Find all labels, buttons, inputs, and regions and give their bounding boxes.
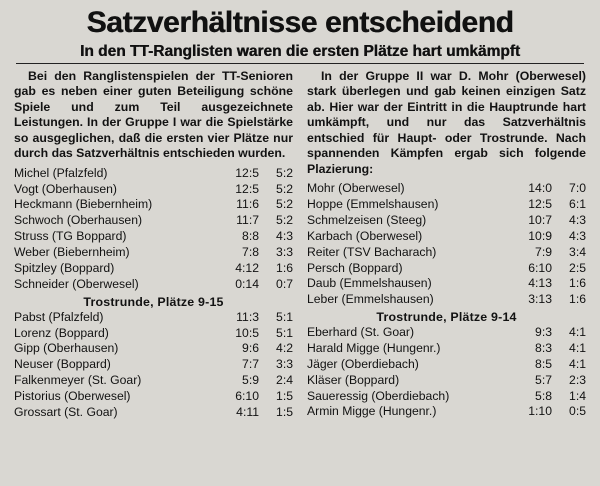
player-name: Daub (Emmelshausen) <box>307 276 432 291</box>
player-name: Jäger (Oberdiebach) <box>307 356 419 371</box>
match-score: 1:5 <box>276 404 293 419</box>
set-score: 4:13 <box>528 276 552 291</box>
lead-paragraph-right: In der Gruppe II war D. Mohr (Oberwesel) stark überlegen und gab keinen einzigen Satz ab. Hier war der Eintritt in die Hauptrunde hart umkämpft, und nur das Satzverhältnis entschied für Haupt- oder Trostrunde. Nach spannenden Kämpfen ergab sich folgende Plazierung: <box>307 68 586 176</box>
result-row <box>307 404 586 420</box>
article-columns <box>10 69 590 421</box>
player-name: Pabst (Pfalzfeld) <box>14 309 104 324</box>
result-row <box>307 373 586 389</box>
player-name: Gipp (Oberhausen) <box>14 341 119 356</box>
set-score: 3:13 <box>528 292 552 307</box>
match-score: 4:3 <box>569 228 586 243</box>
result-row <box>307 389 586 405</box>
player-name: Saueressig (Oberdiebach) <box>307 388 450 403</box>
match-score: 4:1 <box>569 356 586 371</box>
result-row <box>14 373 293 389</box>
set-score: 4:12 <box>235 260 259 275</box>
result-row <box>307 197 586 213</box>
match-score: 1:5 <box>276 388 293 403</box>
set-score: 12:5 <box>235 181 259 196</box>
player-name: Grossart (St. Goar) <box>14 404 118 419</box>
player-name: Eberhard (St. Goar) <box>307 325 415 340</box>
result-row <box>14 389 293 405</box>
player-name: Armin Migge (Hungenr.) <box>307 404 437 419</box>
set-score: 1:10 <box>528 404 552 419</box>
result-row <box>14 310 293 326</box>
column-left <box>14 69 293 421</box>
result-row <box>14 166 293 182</box>
set-score: 11:6 <box>236 197 259 212</box>
player-name: Pistorius (Oberwesel) <box>14 388 131 403</box>
match-score: 3:4 <box>569 244 586 259</box>
set-score: 6:10 <box>528 260 552 275</box>
player-name: Kläser (Boppard) <box>307 372 400 387</box>
section-title-trostrunde-left: Trostrunde, Plätze 9-15 <box>83 294 224 309</box>
column-right <box>307 69 586 421</box>
set-score: 9:6 <box>242 341 259 356</box>
match-score: 3:3 <box>276 245 293 260</box>
match-score: 4:1 <box>569 325 586 340</box>
result-row <box>307 325 586 341</box>
player-name: Schmelzeisen (Steeg) <box>307 212 427 227</box>
results-group-1-right <box>307 181 586 308</box>
match-score: 1:4 <box>569 388 586 403</box>
set-score: 10:9 <box>528 228 552 243</box>
set-score: 8:5 <box>535 356 552 371</box>
player-name: Heckmann (Biebernheim) <box>14 197 153 212</box>
set-score: 10:5 <box>235 325 259 340</box>
match-score: 1:6 <box>569 276 586 291</box>
match-score: 1:6 <box>276 260 293 275</box>
set-score: 5:7 <box>535 372 552 387</box>
result-row <box>307 276 586 292</box>
result-row <box>14 405 293 421</box>
set-score: 12:5 <box>528 197 552 212</box>
player-name: Spitzley (Boppard) <box>14 260 115 275</box>
result-row <box>307 341 586 357</box>
result-row <box>14 341 293 357</box>
set-score: 11:3 <box>236 309 259 324</box>
set-score: 10:7 <box>528 212 552 227</box>
player-name: Leber (Emmelshausen) <box>307 292 434 307</box>
result-row <box>307 245 586 261</box>
set-score: 8:3 <box>535 340 552 355</box>
match-score: 2:3 <box>569 372 586 387</box>
match-score: 2:5 <box>569 260 586 275</box>
set-score: 8:8 <box>242 229 259 244</box>
result-row <box>14 182 293 198</box>
set-score: 5:8 <box>535 388 552 403</box>
results-group-1-left <box>14 166 293 293</box>
match-score: 0:7 <box>276 276 293 291</box>
player-name: Schwoch (Oberhausen) <box>14 213 143 228</box>
match-score: 1:6 <box>569 292 586 307</box>
match-score: 0:5 <box>569 404 586 419</box>
player-name: Falkenmeyer (St. Goar) <box>14 373 142 388</box>
match-score: 4:2 <box>276 341 293 356</box>
set-score: 5:9 <box>242 373 259 388</box>
player-name: Harald Migge (Hungenr.) <box>307 340 441 355</box>
result-row <box>307 292 586 308</box>
set-score: 7:7 <box>242 357 259 372</box>
set-score: 6:10 <box>235 388 259 403</box>
player-name: Weber (Biebernheim) <box>14 245 130 260</box>
player-name: Schneider (Oberwesel) <box>14 276 139 291</box>
match-score: 5:2 <box>276 213 293 228</box>
match-score: 3:3 <box>276 357 293 372</box>
match-score: 5:2 <box>276 165 293 180</box>
result-row <box>14 326 293 342</box>
player-name: Michel (Pfalzfeld) <box>14 165 108 180</box>
results-group-2-right <box>307 325 586 420</box>
set-score: 7:8 <box>242 245 259 260</box>
page-subtitle: In den TT-Ranglisten waren die ersten Plätze hart umkämpft <box>79 42 521 60</box>
player-name: Persch (Boppard) <box>307 260 403 275</box>
match-score: 6:1 <box>569 197 586 212</box>
result-row <box>14 197 293 213</box>
match-score: 4:3 <box>276 229 293 244</box>
match-score: 5:1 <box>276 309 293 324</box>
result-row <box>14 357 293 373</box>
player-name: Reiter (TSV Bacharach) <box>307 244 437 259</box>
result-row <box>307 357 586 373</box>
result-row <box>14 229 293 245</box>
match-score: 5:2 <box>276 181 293 196</box>
match-score: 2:4 <box>276 373 293 388</box>
set-score: 7:9 <box>535 244 552 259</box>
player-name: Struss (TG Boppard) <box>14 229 127 244</box>
set-score: 11:7 <box>236 213 259 228</box>
divider <box>16 63 584 64</box>
results-group-2-left <box>14 310 293 421</box>
section-title-trostrunde-right: Trostrunde, Plätze 9-14 <box>376 310 517 325</box>
lead-paragraph-left: Bei den Ranglistenspielen der TT-Senioren gab es neben einer guten Beteiligung schöne Spiele und zum Teil ausgezeichnete Leistungen. In der Gruppe I war die Spielstärke so ausgeglichen, daß die ersten vier Plätze nur durch das Satzverhältnis entschieden wurden. <box>14 68 293 161</box>
result-row <box>307 261 586 277</box>
match-score: 5:2 <box>276 197 293 212</box>
set-score: 14:0 <box>528 181 552 196</box>
result-row <box>307 213 586 229</box>
result-row <box>14 261 293 277</box>
page-title: Satzverhältnisse entscheidend <box>86 6 514 39</box>
player-name: Vogt (Oberhausen) <box>14 181 117 196</box>
match-score: 5:1 <box>276 325 293 340</box>
player-name: Hoppe (Emmelshausen) <box>307 197 439 212</box>
player-name: Lorenz (Boppard) <box>14 325 109 340</box>
player-name: Karbach (Oberwesel) <box>307 228 423 243</box>
match-score: 4:1 <box>569 340 586 355</box>
set-score: 0:14 <box>235 276 259 291</box>
match-score: 4:3 <box>569 212 586 227</box>
result-row <box>307 181 586 197</box>
result-row <box>307 229 586 245</box>
set-score: 4:11 <box>236 404 259 419</box>
player-name: Mohr (Oberwesel) <box>307 181 405 196</box>
result-row <box>14 277 293 293</box>
set-score: 12:5 <box>235 165 259 180</box>
result-row <box>14 213 293 229</box>
set-score: 9:3 <box>535 325 552 340</box>
match-score: 7:0 <box>569 181 586 196</box>
player-name: Neuser (Boppard) <box>14 357 111 372</box>
result-row <box>14 245 293 261</box>
